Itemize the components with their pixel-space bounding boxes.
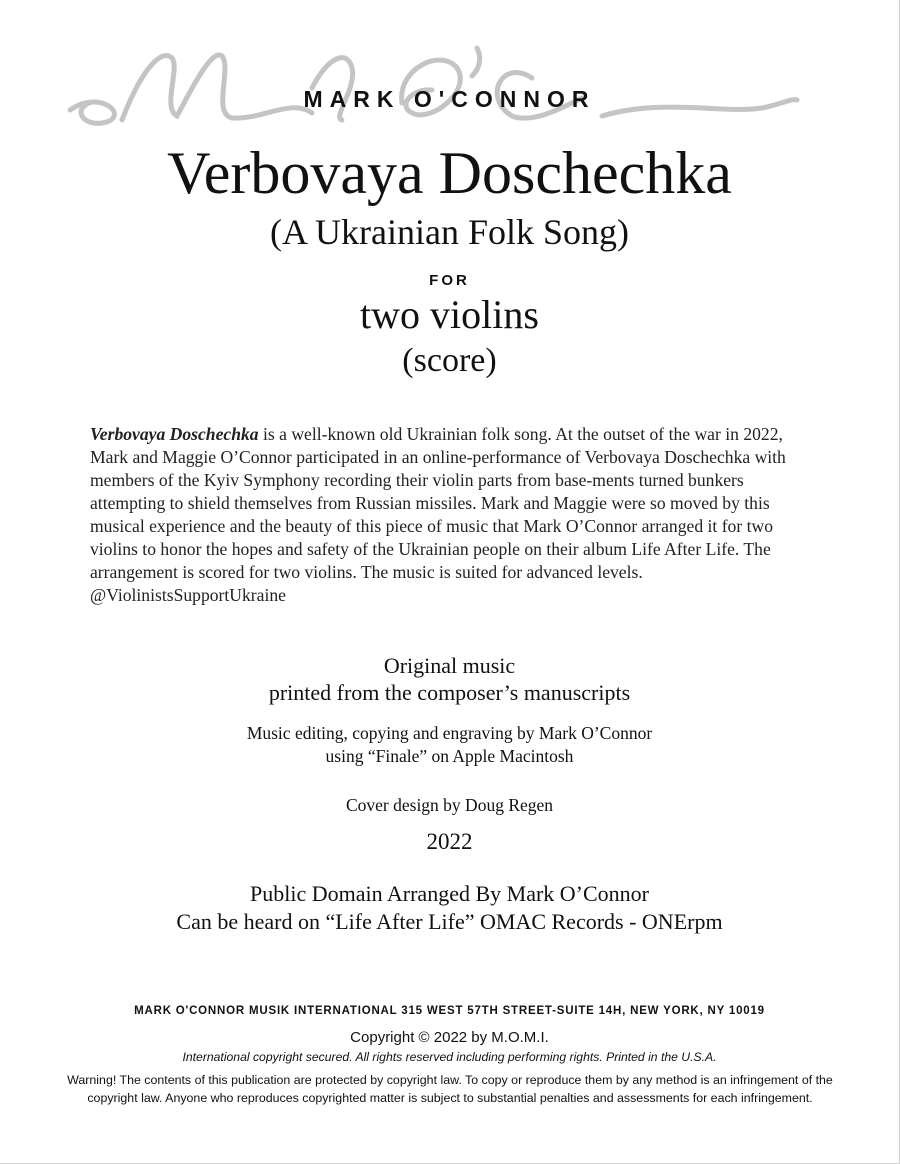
instrumentation: two violins: [360, 292, 539, 337]
year: 2022: [426, 829, 473, 854]
international-copyright: International copyright secured. All rights reserved including performing rights. Printed in the U.S.A.: [182, 1050, 717, 1064]
description-lead: Verbovaya Doschechka: [90, 423, 259, 444]
arrangement-credit: [0, 880, 899, 936]
for-label: FOR: [429, 272, 470, 289]
cover-credit: Cover design by Doug Regen: [345, 795, 554, 815]
original-music-note: [0, 652, 899, 706]
composer-signature-logo: [62, 28, 802, 128]
editing-line-1: Music editing, copying and engraving by Mark O’Connor: [246, 723, 653, 743]
piece-subtitle: (A Ukrainian Folk Song): [270, 212, 629, 252]
description-paragraph: [90, 423, 802, 607]
copyright-warning: Warning! The contents of this publication are protected by copyright law. To copy or reproduce them by any method is an infringement of the copyright law. Anyone who reproduces copyrighted matter is subject to substantial penalties and assessments for each infringement.: [67, 1073, 833, 1105]
copyright-line: Copyright © 2022 by M.O.M.I.: [350, 1029, 549, 1046]
original-line-1: Original music: [383, 653, 516, 678]
description-body: is a well-known old Ukrainian folk song. At the outset of the war in 2022, Mark and Maggie O’Connor participated in an online-performance of Verbovaya Doschechka with members of the Kyiv Symphony recording their violin parts from base-ments turned bunkers attempting to shield themselves from Russian missiles. Mark and Maggie were so moved by this musical experience and the beauty of this piece of music that Mark O’Connor arranged it for two violins to honor the hopes and safety of the Ukrainian people on their album Life After Life. The arrangement is scored for two violins. The music is suited for advanced levels. @ViolinistsSupportUkraine: [90, 423, 786, 605]
arranged-line: Public Domain Arranged By Mark O’Connor: [250, 881, 649, 906]
piece-title: Verbovaya Doschechka: [167, 140, 732, 206]
editing-line-2: using “Finale” on Apple Macintosh: [325, 746, 574, 766]
original-line-2: printed from the composer’s manuscripts: [268, 680, 631, 705]
edition-label: (score): [402, 342, 497, 379]
publisher-address: MARK O'CONNOR MUSIK INTERNATIONAL 315 WEST 57TH STREET-SUITE 14H, NEW YORK, NY 10019: [134, 1005, 765, 1017]
composer-name: MARK O'CONNOR: [303, 86, 596, 112]
editing-credit: [0, 722, 899, 768]
recording-line: Can be heard on “Life After Life” OMAC Records - ONErpm: [176, 909, 723, 934]
